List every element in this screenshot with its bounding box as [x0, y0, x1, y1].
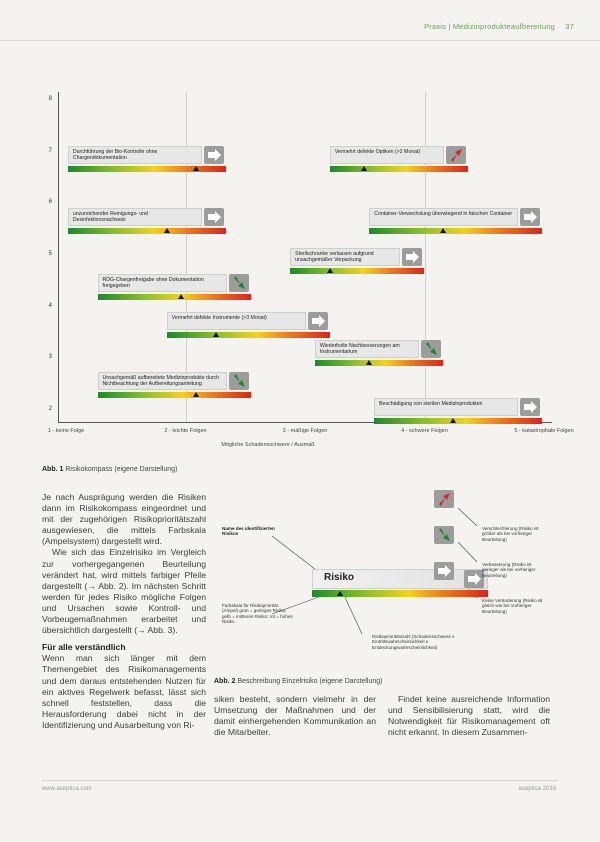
risk-marker [366, 360, 372, 365]
risk-marker [213, 332, 219, 337]
risk-bar [330, 146, 468, 174]
risk-color-scale [330, 166, 468, 172]
risk-bar [290, 248, 423, 276]
risk-color-scale [98, 392, 251, 398]
risk-bar [374, 398, 542, 426]
label-risk-name [222, 526, 292, 537]
y-tick-label: 5 [48, 251, 52, 257]
running-head [424, 22, 574, 31]
risk-color-scale [68, 228, 226, 234]
risk-color-scale [290, 268, 423, 274]
paragraph-3: Wenn man sich länger mit dem Themengebiet des Risikomanagements und dem daraus entstehenden Nutzen für ein aktives Regelwerk befasst, lässt sich schnell feststellen, dass die Herausforderung dabei nicht in der Identifizierung und Ausarbeitung von Ri- [42, 653, 206, 730]
arrow-right-icon [402, 248, 422, 266]
x-tick-label: 4 - schwere Folgen [401, 428, 448, 434]
x-axis-title: Mögliche Schadensschwere / Ausmaß [221, 442, 315, 448]
risk-bar [369, 208, 542, 236]
risk-bar-label: Vermehrt defekte Instrumente (>3 Monat) [167, 312, 306, 330]
figure-1-caption [42, 466, 177, 473]
risk-bar [98, 372, 251, 400]
arrow-right-icon [308, 312, 328, 330]
legend-up-text: Verschlechterung (Risiko ist größer als bei vorheriger Beurteilung) [482, 526, 539, 542]
label-risk-priority-text: Farbskala für Risikopriorität (Ampel) grün = geringes Risiko; gelb = mittleres Risiko; rot = hohes Risiko [222, 603, 293, 625]
arrow-right-icon [520, 208, 540, 226]
risk-marker [361, 166, 367, 171]
subheading: Für alle verständlich [42, 642, 126, 653]
header-rule [0, 40, 600, 41]
y-tick-label: 3 [48, 354, 52, 361]
risk-bar-label: unzureichender Reinigungs- und Desinfektionsnachweis [68, 208, 202, 226]
risk-bar [68, 146, 226, 174]
label-rpz-text: Risikoprioritätszahl (Schadensschwere x Eintrittswahrscheinlichkeit x Entdeckungswahrscheinlichkeit) [372, 634, 455, 650]
risk-bar-label: Durchführung der Bio-Kontrolle ohne Chargendokumentation [68, 146, 202, 164]
legend-down-text: Verbesserung (Risiko ist geringer als bei vorheriger Beurteilung) [482, 562, 536, 578]
figure-1-label: Abb. 1 [42, 466, 64, 473]
text-column-2 [214, 694, 376, 738]
arrow-down-icon [229, 372, 249, 390]
x-tick-label: 1 - keine Folge [47, 428, 85, 434]
running-head-text: Praxis | Medizinprodukteaufbereitung [424, 22, 555, 31]
risk-bar-label: Vermehrt defekte Optiken (>2 Monat) [330, 146, 444, 164]
figure-2-text: Beschreibung Einzelrisiko (eigene Darstellung) [237, 678, 383, 685]
arrow-down-icon [229, 274, 249, 292]
label-risk-name-text: Name des identifizierten Risikos [222, 526, 275, 537]
figure-1-text: Risikokompass (eigene Darstellung) [65, 466, 178, 473]
arrow-right-icon [204, 146, 224, 164]
arrow-down-icon [421, 340, 441, 358]
figure-2-caption [214, 678, 382, 685]
label-rpz [372, 634, 464, 650]
risk-bar-label: Container-Verwechslung überwiegend in falschen Container [369, 208, 518, 226]
risk-marker [193, 392, 199, 397]
paragraph-2: Wie sich das Einzelrisiko im Vergleich zur vorhergegangenen Beurteilung verändert hat, wird mittels farbiger Pfeile dargestellt (→ Abb. 2). Im nächsten Schritt werden für jedes Risiko mögliche Folgen und Ursachen sowie Kontroll- und Vorbeugemaßnahmen erarbeitet und übersichtlich dargestellt (→ Abb. 3). [42, 547, 206, 636]
risk-color-scale [98, 294, 251, 300]
risk-compass-chart [28, 90, 574, 460]
risk-color-scale [315, 360, 443, 366]
arrow-up-icon [446, 146, 466, 164]
footer-rule [42, 780, 558, 781]
y-tick-label: 6 [48, 199, 52, 206]
legend-same [482, 598, 548, 614]
risk-bar-label: Sterilschranke verlassen aufgrund unsachgemäßer Verpackung [290, 248, 399, 266]
risk-color-scale [68, 166, 226, 172]
risk-bar [315, 340, 443, 368]
risk-marker [178, 294, 184, 299]
page-number: 37 [565, 22, 574, 31]
arrow-same-icon [434, 562, 454, 580]
figure-2 [212, 486, 552, 676]
footer-left: www.aseptica.com [42, 786, 92, 792]
arrow-down-icon [434, 526, 454, 544]
x-tick-label: 3 - mäßige Folgen [282, 428, 328, 434]
y-tick-label: 2 [48, 406, 52, 412]
risk-bar [167, 312, 330, 340]
risk-marker [440, 228, 446, 233]
risk-bar [68, 208, 226, 236]
risk-marker [450, 418, 456, 423]
x-tick-label: 5 - katastrophale Folgen [514, 428, 574, 434]
risk-bar [98, 274, 251, 302]
risk-bar-label: Unsachgemäß aufbereitete Medizinprodukte durch Nichtbeachtung der Aufbereitungsanleitung [98, 372, 227, 390]
x-tick-label: 2 - leichte Folgen [164, 428, 207, 434]
arrow-right-icon [520, 398, 540, 416]
risk-marker [193, 166, 199, 171]
y-tick-label: 7 [48, 147, 52, 154]
grid-line [425, 92, 426, 422]
label-risk-priority [222, 603, 294, 625]
arrow-up-icon [434, 490, 454, 508]
legend-same-text: Keine Veränderung (Risiko ist gleich wie bei vorheriger Beurteilung) [482, 598, 543, 614]
arrow-right-icon [464, 570, 484, 588]
risk-color-scale [369, 228, 542, 234]
y-tick-label: 4 [48, 302, 52, 309]
footer-right: aseptica 2018 [518, 786, 556, 792]
risk-bar-label: Wiederholte Nachbesserungen am Instrumentarium [315, 340, 419, 358]
legend-up [482, 526, 548, 542]
paragraph-col3: Findet keine ausreichende Information und Sensibilisierung statt, wird die Notwendigkeit für Risikomanagement oft nicht erkannt. In diesem Zusammen- [388, 694, 550, 738]
risk-bar-label: Beschädigung von sterilen Medizinprodukten [374, 398, 518, 416]
y-tick-label: 8 [48, 96, 52, 102]
risk-marker [337, 591, 343, 596]
risk-marker [164, 228, 170, 233]
risk-color-scale [167, 332, 330, 338]
text-column-3 [388, 694, 550, 738]
arrow-right-icon [204, 208, 224, 226]
y-axis [58, 92, 59, 422]
text-column-1 [42, 492, 206, 731]
risk-marker [327, 268, 333, 273]
paragraph-1: Je nach Ausprägung werden die Risiken dann im Risikokompass eingeordnet und mit der zugehörigen Risikoprioritätszahl ausgewiesen, die mittels Farbskala (Ampelsystem) dargestellt wird. [42, 492, 206, 547]
risk-bar-label: RDG-Chargenfreigabe ohne Dokumentation freigegeben [98, 274, 227, 292]
figure-2-label: Abb. 2 [214, 678, 236, 685]
legend-down [482, 562, 548, 578]
risk-color-scale [374, 418, 542, 424]
paragraph-col2: siken besteht, sondern vielmehr in der Umsetzung der Maßnahmen und der damit einhergehenden Kommunikation an die Mitarbeiter. [214, 694, 376, 738]
risk-word: Risiko [324, 572, 355, 583]
